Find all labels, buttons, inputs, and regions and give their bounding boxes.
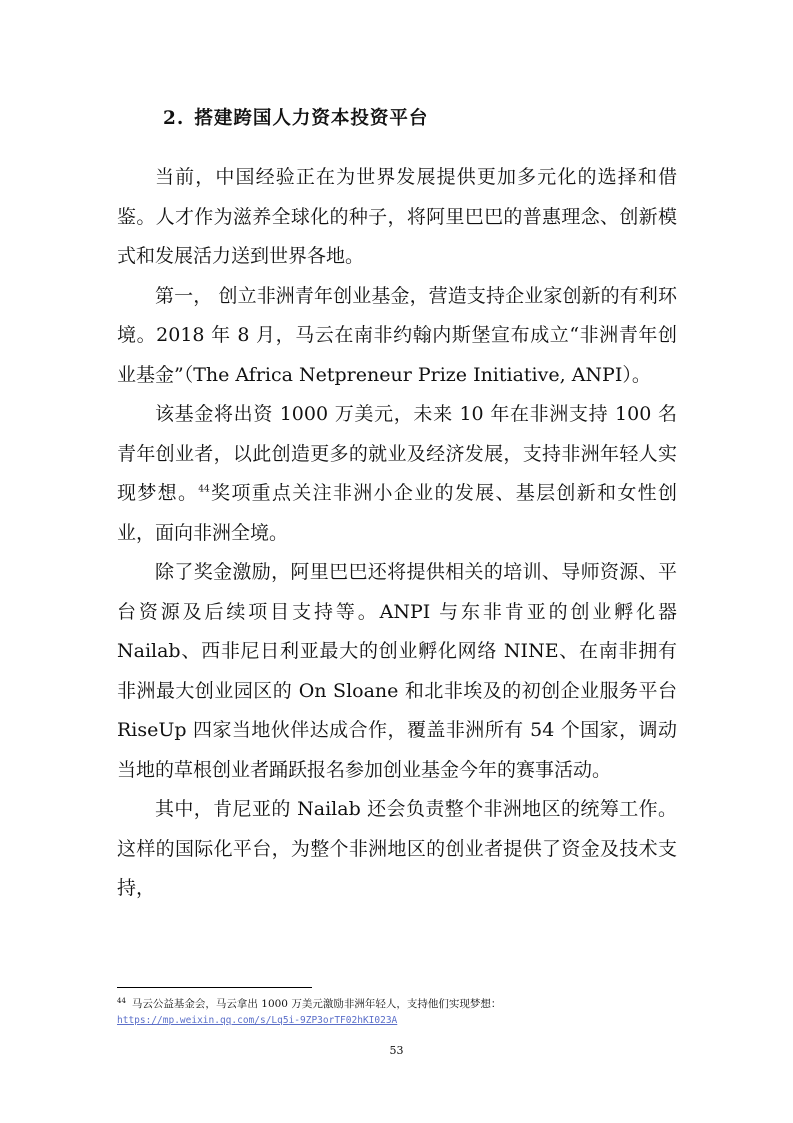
section-title: 搭建跨国人力资本投资平台 — [194, 108, 429, 129]
footnote-reference[interactable]: 44 — [198, 484, 210, 495]
footnote-text: 马云公益基金会，马云拿出 1000 万美元激励非洲年轻人，支持他们实现梦想： — [131, 998, 502, 1010]
section-heading — [163, 104, 428, 130]
page-number: 53 — [389, 1044, 404, 1057]
footnote-link[interactable]: https://mp.weixin.qq.com/s/Lq5i-9ZP3orTF02hKI023A — [117, 1015, 398, 1026]
section-number: 2. — [163, 108, 185, 129]
footnote-mark: 44 — [117, 996, 126, 1005]
footnote-link-line — [117, 1012, 677, 1029]
body-text — [117, 158, 677, 909]
footnote-divider — [117, 987, 312, 988]
paragraph-3-part-1: 该基金将出资 1000 万美元，未来 10 年在非洲支持 100 名青年创业者，以此创造更多的就业及经济发展，支持非洲年轻人实现梦想。 — [117, 403, 677, 504]
paragraph-2: 第一， 创立非洲青年创业基金，营造支持企业家创新的有利环境。2018 年 8 月，马云在南非约翰内斯堡宣布成立“非洲青年创业基金”（The Africa Netpreneur Prize Initiative, ANPI）。 — [117, 284, 677, 386]
paragraph-3 — [117, 395, 677, 553]
paragraph-4: 除了奖金激励，阿里巴巴还将提供相关的培训、导师资源、平台资源及后续项目支持等。ANPI 与东非肯亚的创业孵化器 Nailab、西非尼日利亚最大的创业孵化网络 NINE、在南非拥有非洲最大创业园区的 On Sloane 和北非埃及的初创企业服务平台 RiseUp 四家当地伙伴达成合作，覆盖非洲所有 54 个国家，调动当地的草根创业者踊跃报名参加创业基金今年的赛事活动。 — [117, 561, 677, 781]
footnote-line — [117, 996, 677, 1012]
paragraph-3-part-2: 奖项重点关注非洲小企业的发展、基层创新和女性创业，面向非洲全境。 — [117, 482, 677, 544]
paragraph-5: 其中，肯尼亚的 Nailab 还会负责整个非洲地区的统筹工作。这样的国际化平台，为整个非洲地区的创业者提供了资金及技术支持， — [117, 798, 677, 899]
paragraph-1: 当前，中国经验正在为世界发展提供更加多元化的选择和借鉴。人才作为滋养全球化的种子，将阿里巴巴的普惠理念、创新模式和发展活力送到世界各地。 — [117, 166, 677, 267]
footnote — [117, 996, 677, 1029]
